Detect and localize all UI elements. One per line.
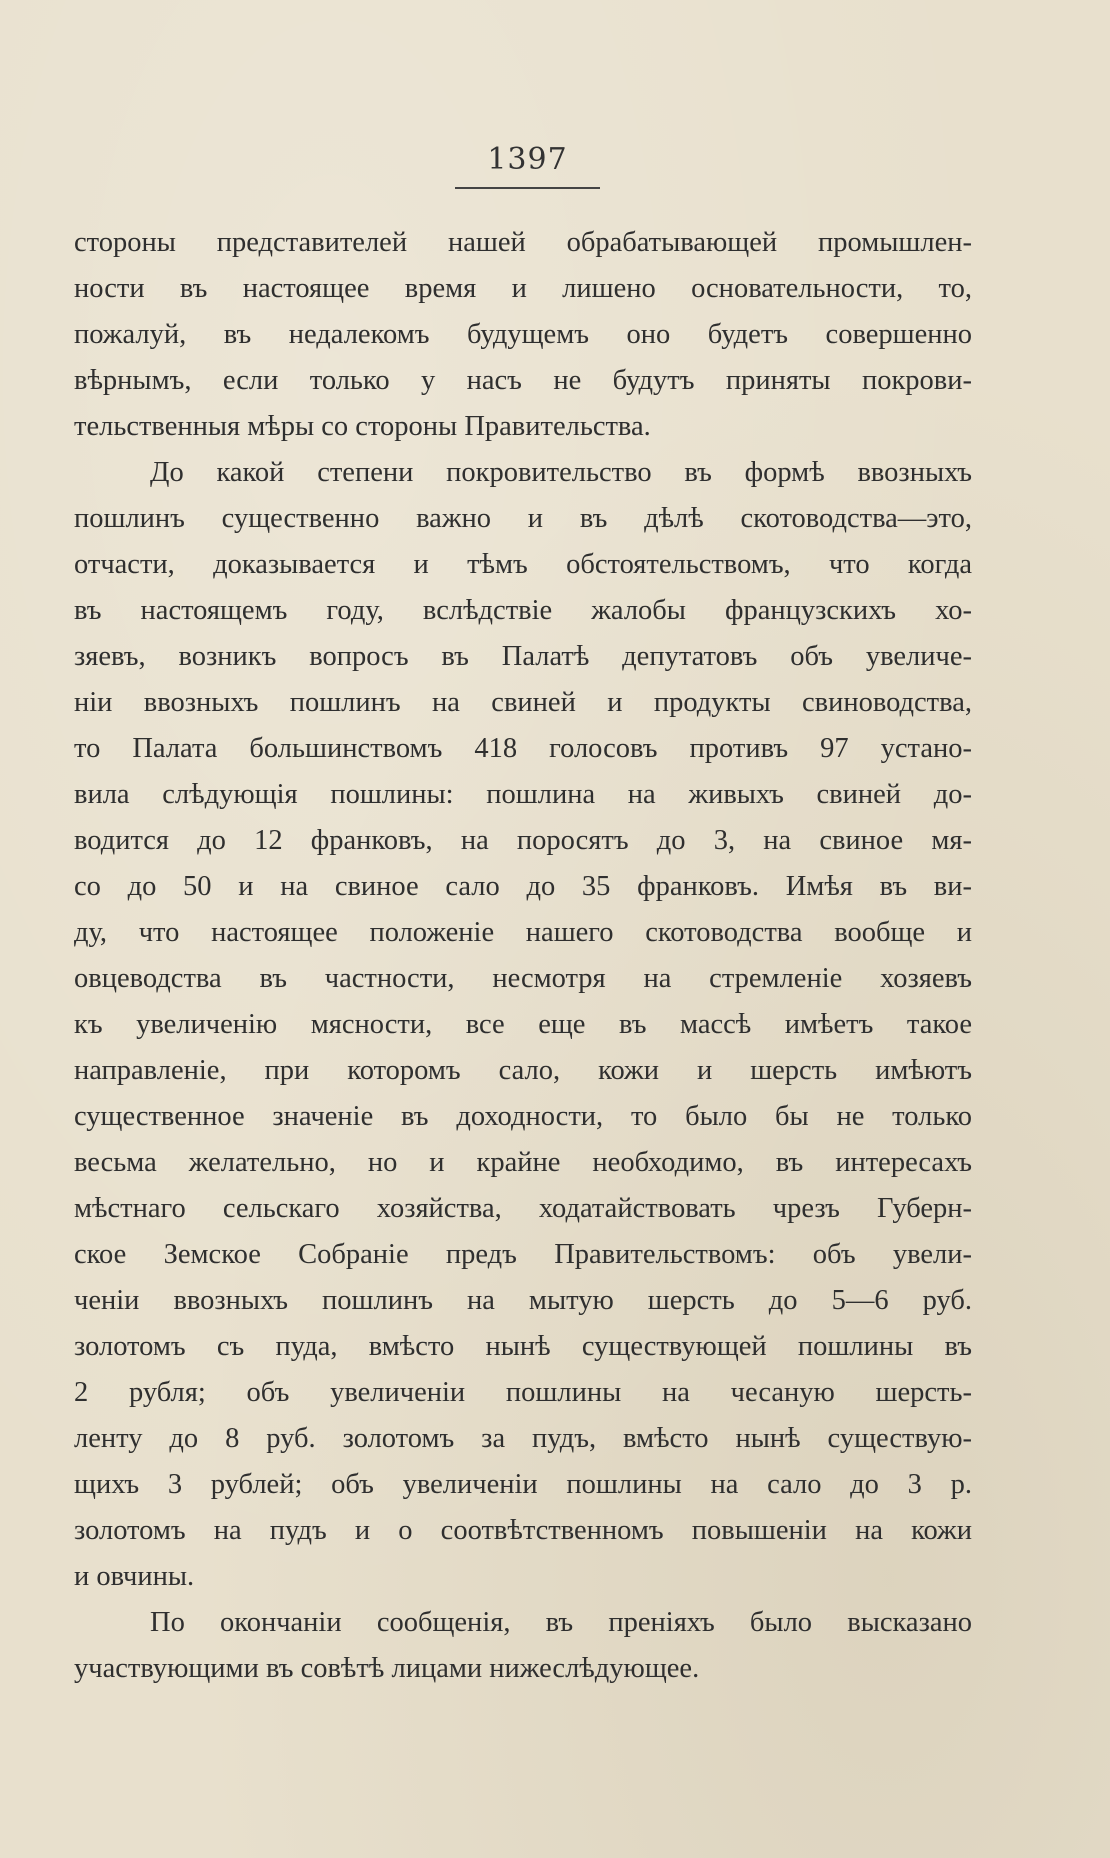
text-line: направленіе, при которомъ сало, кожи и шерсть имѣютъ	[74, 1055, 972, 1086]
text-line: участвующими въ совѣтѣ лицами нижеслѣдующее.	[74, 1653, 700, 1684]
text-line: ленту до 8 руб. золотомъ за пудъ, вмѣсто нынѣ существую-	[74, 1423, 972, 1454]
text-line: ности въ настоящее время и лишено основательности, то,	[74, 273, 972, 304]
text-line: мѣстнаго сельскаго хозяйства, ходатайствовать чрезъ Губерн-	[74, 1193, 972, 1224]
text-line: щихъ 3 рублей; объ увеличеніи пошлины на сало до 3 р.	[74, 1469, 972, 1500]
text-line: стороны представителей нашей обрабатывающей промышлен-	[74, 227, 972, 258]
page-number: 1397	[487, 142, 568, 177]
text-line: ніи ввозныхъ пошлинъ на свиней и продукты свиноводства,	[74, 687, 972, 718]
text-line: ченіи ввозныхъ пошлинъ на мытую шерсть до 5—6 руб.	[74, 1285, 972, 1316]
text-line: отчасти, доказывается и тѣмъ обстоятельствомъ, что когда	[74, 549, 972, 580]
text-line: въ настоящемъ году, вслѣдствіе жалобы французскихъ хо-	[74, 595, 972, 626]
text-line: золотомъ съ пуда, вмѣсто нынѣ существующей пошлины въ	[74, 1331, 972, 1362]
text-line: зяевъ, возникъ вопросъ въ Палатѣ депутатовъ объ увеличе-	[74, 641, 972, 672]
text-line: къ увеличенію мясности, все еще въ массѣ имѣетъ такое	[74, 1009, 972, 1040]
text-line: тельственныя мѣры со стороны Правительства.	[74, 411, 651, 442]
text-line: ду, что настоящее положеніе нашего скотоводства вообще и	[74, 917, 972, 948]
text-line: вила слѣдующія пошлины: пошлина на живыхъ свиней до-	[74, 779, 972, 810]
body-text	[74, 220, 972, 1692]
text-line: существенное значеніе въ доходности, то было бы не только	[74, 1101, 972, 1132]
text-line: золотомъ на пудъ и о соотвѣтственномъ повышеніи на кожи	[74, 1515, 972, 1546]
text-line: До какой степени покровительство въ формѣ ввозныхъ	[150, 457, 972, 488]
text-line: со до 50 и на свиное сало до 35 франковъ. Имѣя въ ви-	[74, 871, 972, 902]
text-line: 2 рубля; объ увеличеніи пошлины на чесаную шерсть-	[74, 1377, 972, 1408]
page-number-rule	[455, 187, 600, 189]
text-line: ское Земское Собраніе предъ Правительствомъ: объ увели-	[74, 1239, 972, 1270]
text-line: и овчины.	[74, 1561, 195, 1592]
text-line: пошлинъ существенно важно и въ дѣлѣ скотоводства—это,	[74, 503, 972, 534]
text-line: овцеводства въ частности, несмотря на стремленіе хозяевъ	[74, 963, 972, 994]
text-line: пожалуй, въ недалекомъ будущемъ оно будетъ совершенно	[74, 319, 972, 350]
text-line: водится до 12 франковъ, на поросятъ до 3, на свиное мя-	[74, 825, 972, 856]
text-line: вѣрнымъ, если только у насъ не будутъ приняты покрови-	[74, 365, 972, 396]
text-line: то Палата большинствомъ 418 голосовъ противъ 97 устано-	[74, 733, 972, 764]
text-line: весьма желательно, но и крайне необходимо, въ интересахъ	[74, 1147, 972, 1178]
text-line: По окончаніи сообщенія, въ преніяхъ было высказано	[150, 1607, 972, 1638]
